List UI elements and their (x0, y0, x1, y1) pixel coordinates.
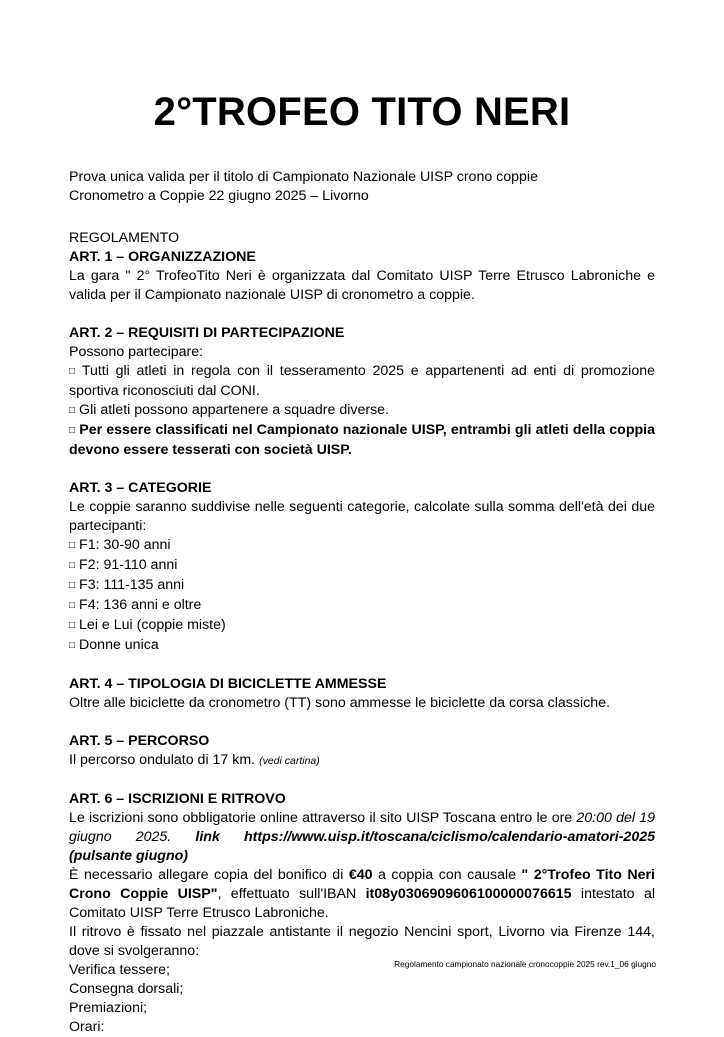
art6-p1-text: Le iscrizioni sono obbligatorie online attraverso il sito UISP Toscana entro le ore (69, 810, 577, 826)
deadline: 20:00 del 19 giugno 2025. (69, 810, 655, 845)
art4-text: Oltre alle biciclette da cronometro (TT) sono ammesse le biciclette da corsa classiche. (69, 695, 610, 711)
art4-heading: ART. 4 – TIPOLOGIA DI BICICLETTE AMMESSE (69, 676, 387, 692)
document-body (69, 168, 655, 1037)
meeting-item: Consegna dorsali; (69, 981, 184, 997)
art6-p2-text-d: intestato al Comitato UISP Terre Etrusco Labroniche. (69, 886, 655, 921)
art6-p2-text-a: È necessario allegare copia del bonifico di (69, 867, 349, 883)
art6-heading: ART. 6 – ISCRIZIONI E RITROVO (69, 791, 286, 807)
iban: it08y0306909606100000076615 (365, 886, 572, 902)
category-item: □ F3: 111-135 anni (69, 576, 655, 596)
art5-paragraph (69, 751, 655, 771)
registration-link[interactable]: link https://www.uisp.it/toscana/ciclismo/calendario-amatori-2025 (pulsante giugno) (69, 829, 655, 864)
meeting-item: Verifica tessere; (69, 962, 170, 978)
payment-causale: " 2°Trofeo Tito Neri Crono Coppie UISP" (69, 867, 655, 902)
art6-paragraph-2 (69, 866, 655, 923)
category-item: □ F2: 91-110 anni (69, 556, 655, 576)
intro-line-1: Prova unica valida per il titolo di Campionato Nazionale UISP crono coppie (69, 169, 538, 185)
meeting-item: Premiazioni; (69, 1000, 148, 1016)
art2-bullet-1: □ Tutti gli atleti in regola con il tesseramento 2025 e appartenenti ad enti di promozione sportiva riconosciuti dal CONI. (69, 362, 655, 401)
page-title: 2°TROFEO TITO NERI (153, 90, 571, 134)
art6-p2-text-c: , effettuato sull'IBAN (217, 886, 366, 902)
intro-line-2: Cronometro a Coppie 22 giugno 2025 – Livorno (69, 188, 369, 204)
meeting-item: Orari: (69, 1019, 105, 1035)
category-item: □ F1: 30-90 anni (69, 536, 655, 556)
art3-heading: ART. 3 – CATEGORIE (69, 480, 212, 496)
art1-heading: ART. 1 – ORGANIZZAZIONE (69, 249, 256, 265)
category-item: □ Lei e Lui (coppie miste) (69, 616, 655, 636)
fee-amount: €40 (348, 867, 373, 883)
art1-text: La gara " 2° TrofeoTito Neri è organizzata dal Comitato UISP Terre Etrusco Labroniche e valida per il Campionato nazionale UISP di cronometro a coppie. (69, 268, 655, 303)
art6-p2-text-b: a coppia con causale (372, 867, 522, 883)
art6-paragraph-3: Il ritrovo è fissato nel piazzale antistante il negozio Nencini sport, Livorno via Firenze 144, dove si svolgeranno: (69, 924, 655, 959)
art3-text: Le coppie saranno suddivise nelle seguenti categorie, calcolate sulla somma dell'età dei due partecipanti: (69, 499, 655, 534)
map-note: (vedi cartina) (259, 755, 320, 767)
category-item: □ F4: 136 anni e oltre (69, 596, 655, 616)
art2-heading: ART. 2 – REQUISITI DI PARTECIPAZIONE (69, 325, 345, 341)
category-item: □ Donne unica (69, 636, 655, 656)
page-footer: Regolamento campionato nazionale cronocoppie 2025 rev.1_06 giugno (394, 959, 656, 969)
art5-text: Il percorso ondulato di 17 km. (69, 752, 256, 768)
art2-intro: Possono partecipare: (69, 344, 204, 360)
art2-bullet-3: □ Per essere classificati nel Campionato nazionale UISP, entrambi gli atleti della coppia devono essere tesserati con società UISP. (69, 421, 655, 460)
art6-paragraph-1 (69, 809, 655, 866)
art2-bullet-2: □ Gli atleti possono appartenere a squadre diverse. (69, 401, 655, 421)
art5-heading: ART. 5 – PERCORSO (69, 733, 210, 749)
regolamento-label: REGOLAMENTO (69, 230, 180, 246)
